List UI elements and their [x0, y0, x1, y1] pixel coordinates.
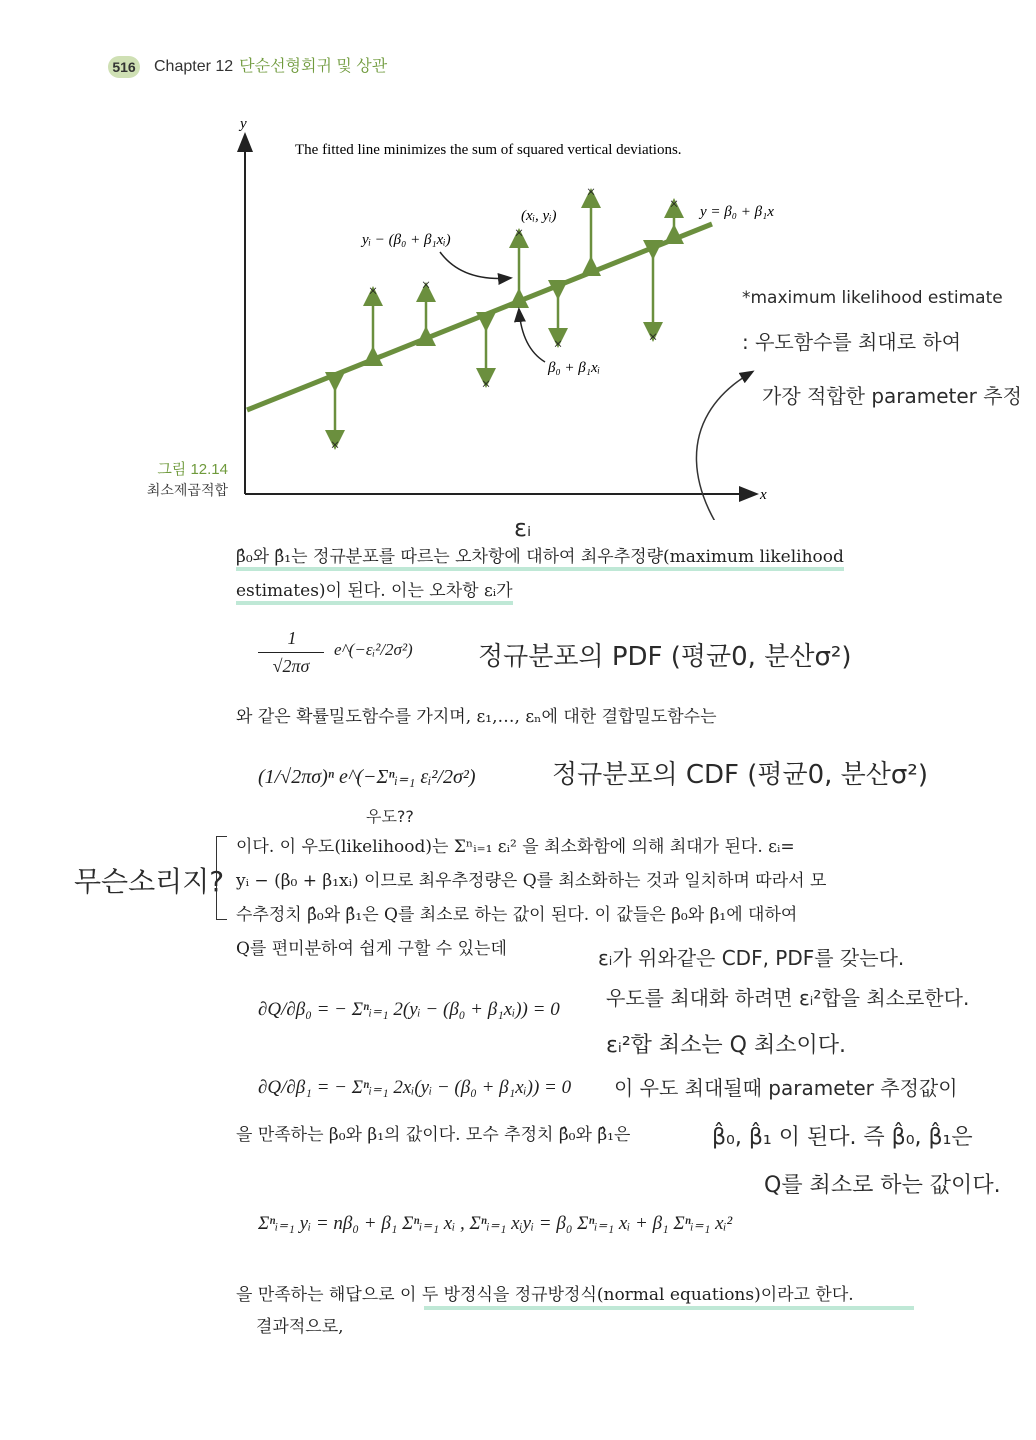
page-number: 516 — [108, 56, 140, 78]
note-likelihood-question: 우도?? — [366, 807, 414, 826]
eq4-partial-beta1: ∂Q/∂β₁ = − Σⁿᵢ₌₁ 2xᵢ(yᵢ − (β₀ + β₁xᵢ)) = 0 — [258, 1077, 572, 1098]
note-mle-3: 가장 적합한 parameter 추정 — [762, 384, 1022, 408]
paragraph-line: Q를 편미분하여 쉽게 구할 수 있는데 — [236, 939, 507, 959]
eq5-normal-equations: Σⁿᵢ₌₁ yᵢ = nβ₀ + β₁ Σⁿᵢ₌₁ xᵢ , Σⁿᵢ₌₁ xᵢyᵢ = β₀ Σⁿᵢ₌₁ xᵢ + β₁ Σⁿᵢ₌₁ xᵢ² — [258, 1213, 733, 1234]
note-summary-3: εᵢ²합 최소는 Q 최소이다. — [606, 1033, 846, 1058]
data-point: × — [514, 225, 524, 242]
chapter-title: 단순선형회귀 및 상관 — [239, 58, 388, 75]
fitted-value-label: β₀ + β₁xᵢ — [548, 360, 601, 376]
paragraph-line: 와 같은 확률밀도함수를 가지며, ε₁,…, εₙ에 대한 결합밀도함수는 — [236, 707, 717, 727]
eq1-fraction-bar — [258, 652, 324, 653]
line-label: y = β₀ + β₁x — [700, 204, 774, 220]
note-epsilon: εᵢ — [514, 514, 532, 542]
eq1-exponential: e^(−εᵢ²/2σ²) — [334, 640, 413, 659]
paragraph-line: estimates)이 된다. 이는 오차항 εᵢ가 — [236, 580, 513, 602]
paragraph-line: 이다. 이 우도(likelihood)는 Σⁿᵢ₌₁ εᵢ² 을 최소화함에 의해 최대가 된다. εᵢ= — [236, 837, 795, 857]
note-summary-4: 이 우도 최대될때 parameter 추정값이 — [614, 1076, 958, 1100]
eq1-numerator: 1 — [287, 628, 297, 648]
paragraph-line: β̂₀와 β̂₁는 정규분포를 따르는 오차항에 대하여 최우추정량(maximum likelihood — [236, 546, 844, 568]
highlight-underline — [424, 1306, 914, 1310]
data-point: × — [368, 283, 378, 300]
note-summary-5: β̂₀, β̂₁ 이 된다. 즉 β̂₀, β̂₁은 — [712, 1125, 973, 1150]
note-cdf: 정규분포의 CDF (평균0, 분산σ²) — [552, 760, 928, 790]
figure-title: The fitted line minimizes the sum of squared vertical deviations. — [295, 142, 682, 158]
chapter-number: Chapter 12 — [154, 58, 234, 75]
note-summary-6: Q를 최소로 하는 값이다. — [764, 1173, 1001, 1198]
x-axis-label: x — [760, 487, 767, 503]
note-summary-2: 우도를 최대화 하려면 εᵢ²합을 최소로한다. — [606, 986, 970, 1010]
point-label: (xᵢ, yᵢ) — [521, 208, 557, 224]
note-what: 무슨소리지? — [74, 865, 225, 898]
fitted-pointer — [519, 310, 545, 362]
paragraph-line: 을 만족하는 β₀와 β₁의 값이다. 모수 추정치 β̂₀와 β̂₁은 — [236, 1125, 631, 1145]
residual-label: yᵢ − (β₀ + β₁xᵢ) — [362, 232, 451, 248]
residual-pointer — [440, 252, 510, 278]
note-mle-1: *maximum likelihood estimate — [742, 288, 1003, 308]
least-squares-figure — [0, 0, 1036, 520]
data-point: × — [553, 336, 563, 353]
data-point: × — [648, 329, 658, 346]
eq2-joint-density: (1/√2πσ)ⁿ e^(−Σⁿᵢ₌₁ εᵢ²/2σ²) — [258, 766, 476, 788]
figure-number: 그림 12.14 — [157, 461, 228, 478]
data-point: × — [586, 184, 596, 201]
y-axis-label: y — [240, 116, 247, 132]
eq3-partial-beta0: ∂Q/∂β₀ = − Σⁿᵢ₌₁ 2(yᵢ − (β₀ + β₁xᵢ)) = 0 — [258, 999, 560, 1020]
paragraph-line: 을 만족하는 해답으로 이 두 방정식을 정규방정식(normal equations)이라고 한다. — [236, 1285, 854, 1305]
data-point: × — [669, 196, 679, 213]
paragraph-line: 결과적으로, — [256, 1317, 344, 1337]
note-mle-2: : 우도함수를 최대로 하여 — [742, 330, 962, 354]
note-summary-1: εᵢ가 위와같은 CDF, PDF를 갖는다. — [598, 946, 905, 970]
figure-caption: 최소제곱적합 — [146, 482, 228, 498]
data-point: × — [421, 277, 431, 294]
eq1-denominator: √2πσ — [272, 656, 310, 676]
data-point: × — [481, 376, 491, 393]
handwritten-arrow — [696, 372, 752, 520]
paragraph-line: yᵢ − (β₀ + β₁xᵢ) 이므로 최우추정량은 Q를 최소화하는 것과 일치하며 따라서 모 — [236, 871, 827, 891]
paragraph-line: 수추정치 β̂₀와 β̂₁은 Q를 최소로 하는 값이 된다. 이 값들은 β₀와 β₁에 대하여 — [236, 905, 798, 925]
fitted-line — [247, 224, 712, 410]
note-pdf: 정규분포의 PDF (평균0, 분산σ²) — [478, 642, 852, 672]
data-point: × — [330, 437, 340, 454]
